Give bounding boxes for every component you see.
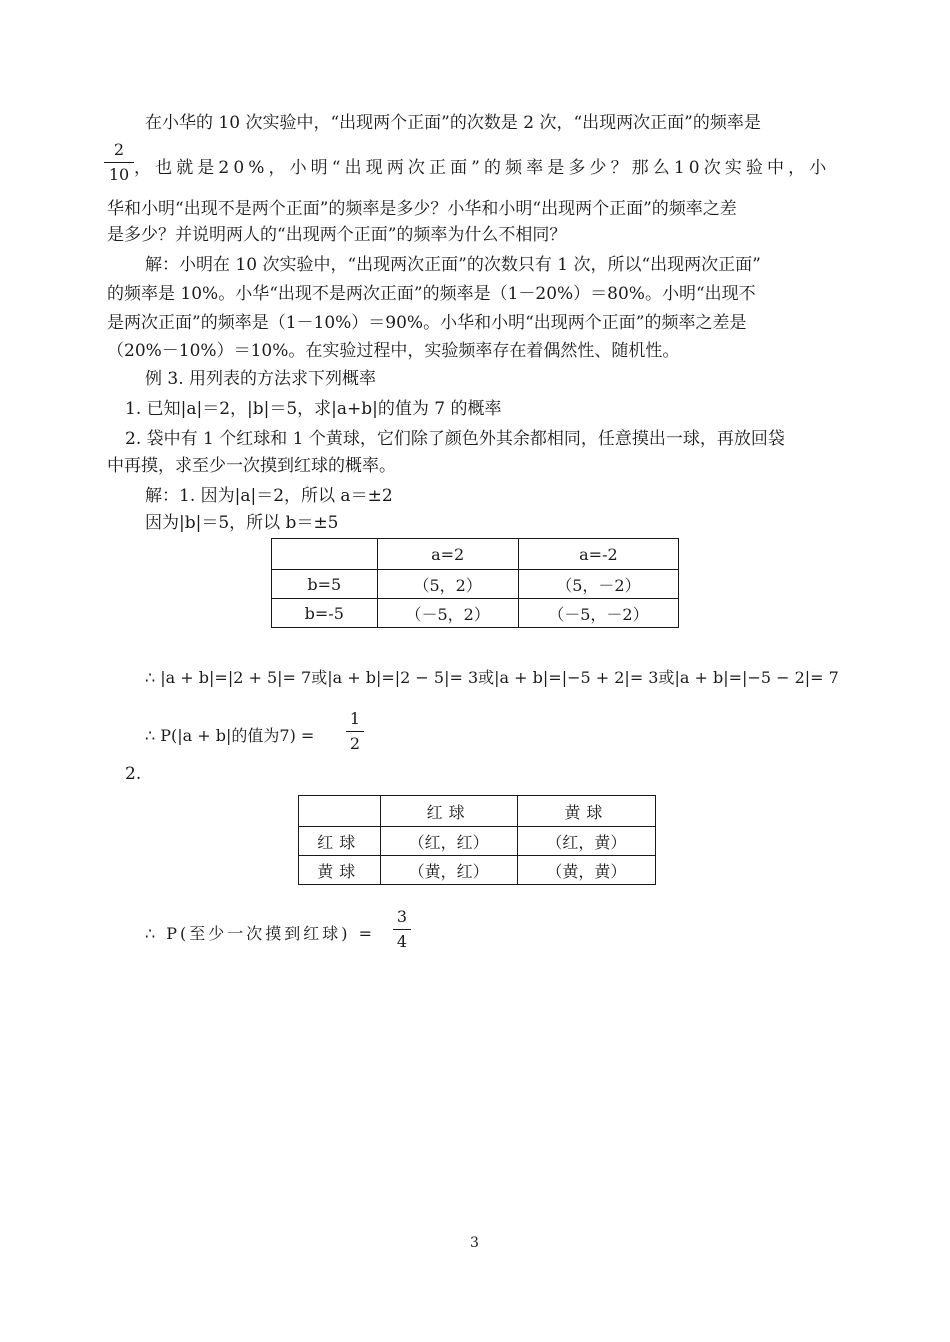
- solution1-line4: （20%－10%）＝10%。在实验过程中，实验频率存在着偶然性、随机性。: [107, 341, 680, 361]
- table-header-cell: a=2: [377, 539, 518, 570]
- table-cell: （黄，黄）: [517, 856, 655, 885]
- table-header-row: [272, 539, 679, 570]
- solution1-line1: 解：小明在 10 次实验中，“出现两次正面”的次数只有 1 次，所以“出现两次正面”: [145, 255, 761, 275]
- fraction-bar: [393, 929, 411, 930]
- example3-question2-line1: 2. 袋中有 1 个红球和 1 个黄球，它们除了颜色外其余都相同，任意摸出一球，再放回袋: [125, 429, 785, 449]
- table-row-label: b=5: [272, 570, 378, 599]
- page-number: 3: [470, 1235, 479, 1251]
- para1-line3: 华和小明“出现不是两个正面”的频率是多少？小华和小明“出现两个正面”的频率之差: [107, 199, 737, 219]
- fraction-1-2: [346, 709, 364, 754]
- example3-solution-line2: 因为|b|＝5，所以 b＝±5: [145, 513, 339, 533]
- table-row-label: 黄球: [299, 856, 381, 885]
- table-header-cell: 黄球: [517, 796, 655, 827]
- table-row: [299, 856, 656, 885]
- example3-question2-line2: 中再摸，求至少一次摸到红球的概率。: [107, 456, 396, 476]
- table-row: [272, 599, 679, 628]
- solution1-line2: 的频率是 10%。小华“出现不是两次正面”的频率是（1－20%）＝80%。小明“出现不: [107, 284, 756, 304]
- table-cell: （黄，红）: [380, 856, 517, 885]
- table-row: [272, 570, 679, 599]
- fraction-numerator: 2: [113, 140, 125, 159]
- fraction-bar: [346, 731, 364, 732]
- para1-line1: 在小华的 10 次实验中，“出现两个正面”的次数是 2 次，“出现两次正面”的频率是: [145, 113, 761, 133]
- para1-line4: 是多少？并说明两人的“出现两个正面”的频率为什么不相同？: [107, 225, 567, 245]
- probability2-label: ∴ P(至少一次摸到红球) =: [145, 924, 376, 943]
- table-ball-combinations: [298, 795, 656, 885]
- item2-label: 2.: [125, 764, 142, 784]
- table-cell: （红，红）: [380, 827, 517, 856]
- fraction-3-4: [393, 907, 411, 952]
- example3-heading: 例 3. 用列表的方法求下列概率: [145, 369, 377, 389]
- table-header-cell: 红球: [380, 796, 517, 827]
- table-row: [299, 827, 656, 856]
- fraction-bar: [104, 162, 134, 163]
- table-row-label: 红球: [299, 827, 381, 856]
- table-cell: （5，－2）: [518, 570, 678, 599]
- para1-line2: ，也就是20%，小明“出现两次正面”的频率是多少？那么10次实验中，小: [134, 158, 831, 178]
- solution1-line3: 是两次正面”的频率是（1－10%）＝90%。小华和小明“出现两个正面”的频率之差是: [107, 313, 747, 333]
- fraction-denominator: 10: [108, 165, 130, 184]
- table-a-b-combinations: [271, 538, 679, 628]
- example3-solution-line1: 解：1. 因为|a|＝2，所以 a＝±2: [145, 486, 393, 506]
- probability1-label: ∴ P(|a + b|的值为7) =: [145, 726, 315, 745]
- fraction-2-10: [104, 140, 134, 185]
- table-header-cell: [299, 796, 381, 827]
- table-cell: （红，黄）: [517, 827, 655, 856]
- table-cell: （－5，2）: [377, 599, 518, 628]
- table-cell: （5，2）: [377, 570, 518, 599]
- therefore-abs-values: ∴ |a + b|=|2 + 5|= 7或|a + b|=|2 − 5|= 3或|a + b|=|−5 + 2|= 3或|a + b|=|−5 − 2|= 7: [145, 668, 839, 687]
- table-cell: （－5，－2）: [518, 599, 678, 628]
- fraction-denominator: 2: [349, 734, 361, 753]
- fraction-denominator: 4: [396, 932, 408, 951]
- table-header-row: [299, 796, 656, 827]
- fraction-numerator: 3: [396, 907, 408, 926]
- table-header-cell: [272, 539, 378, 570]
- table-row-label: b=-5: [272, 599, 378, 628]
- example3-question1: 1. 已知|a|＝2，|b|＝5，求|a+b|的值为 7 的概率: [125, 399, 502, 419]
- table-header-cell: a=-2: [518, 539, 678, 570]
- fraction-numerator: 1: [349, 709, 361, 728]
